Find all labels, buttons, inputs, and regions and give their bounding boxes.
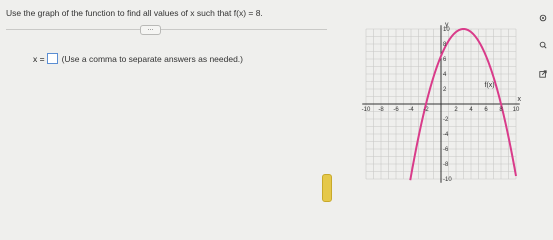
divider <box>6 29 327 30</box>
x-tick-label: 2 <box>454 107 458 113</box>
y-tick-label: -4 <box>443 132 449 138</box>
y-tick-label: -8 <box>443 162 449 168</box>
question-text: Use the graph of the function to find all values of x such that f(x) = 8. <box>6 8 263 18</box>
y-axis-label: y <box>445 21 449 29</box>
x-tick-label: -8 <box>378 107 384 113</box>
x-tick-label: -10 <box>361 107 371 113</box>
y-tick-label: -6 <box>443 147 449 153</box>
scroll-handle[interactable] <box>322 174 332 202</box>
answer-prefix: x = <box>33 53 45 64</box>
y-tick-label: 10 <box>443 27 450 33</box>
answer-input[interactable] <box>47 53 58 64</box>
more-button[interactable]: ... <box>140 25 161 35</box>
answer-row <box>33 53 243 64</box>
x-axis-label: x <box>517 96 521 103</box>
x-tick-label: 4 <box>469 107 473 113</box>
x-tick-label: -4 <box>408 107 414 113</box>
y-tick-label: -2 <box>443 117 449 123</box>
function-graph <box>363 16 523 192</box>
y-tick-label: 4 <box>443 72 447 78</box>
answer-note: (Use a comma to separate answers as needed.) <box>61 53 243 64</box>
zoom-icon[interactable] <box>539 41 547 49</box>
external-link-icon[interactable] <box>539 70 547 78</box>
x-tick-label: 6 <box>484 107 488 113</box>
y-tick-label: -10 <box>443 177 452 183</box>
y-tick-label: 2 <box>443 87 447 93</box>
x-tick-label: -2 <box>423 107 429 113</box>
x-tick-label: 8 <box>499 107 503 113</box>
x-tick-label: 10 <box>512 107 520 113</box>
function-label: f(x) <box>484 81 495 89</box>
graph-axes <box>362 25 520 183</box>
x-tick-label: -6 <box>393 107 399 113</box>
refresh-icon[interactable] <box>539 14 547 22</box>
y-tick-label: 8 <box>443 42 447 48</box>
side-tools <box>533 0 553 200</box>
y-tick-label: 6 <box>443 57 447 63</box>
